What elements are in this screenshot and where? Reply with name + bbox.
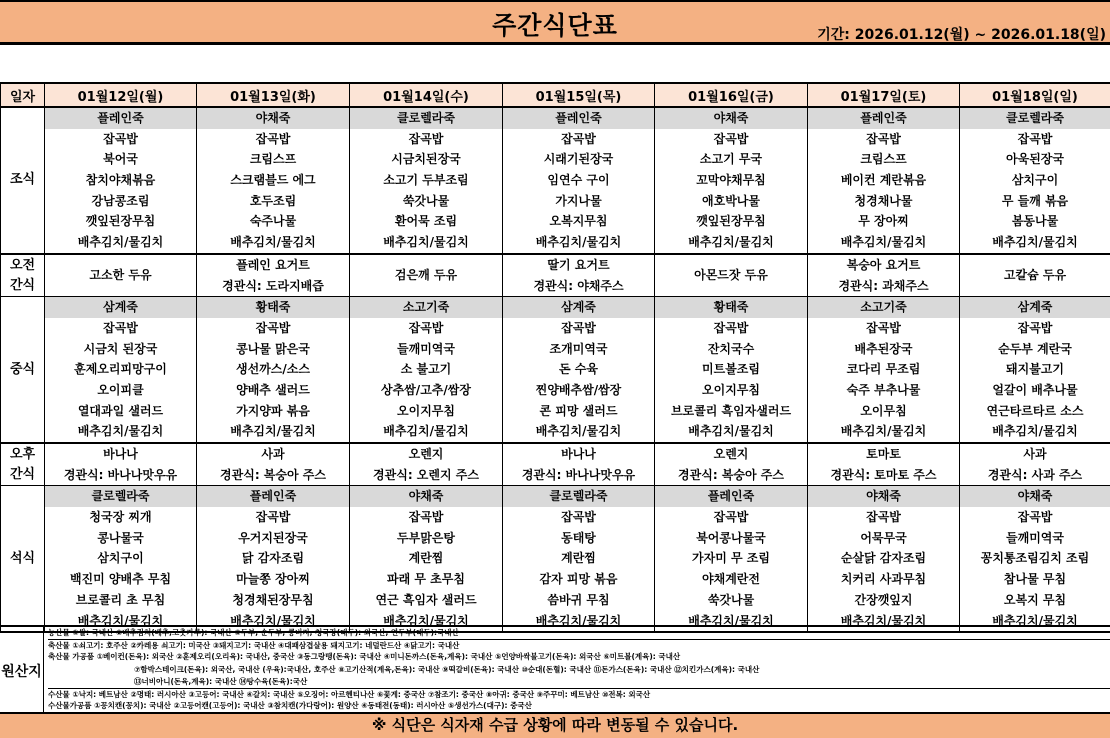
menu-item: 콘 피망 샐러드 [539,403,618,418]
menu-item: 숙주나물 [249,214,297,229]
menu-item: 야채계란전 [702,572,760,587]
menu-item: 오렌지 [713,447,749,461]
menu-item: 배추김치/물김치 [840,613,927,628]
menu-item: 크림스프 [860,152,907,167]
meal-row [1,297,1110,443]
menu-item: 깻잎된장무침 [696,214,766,229]
menu-item: 잡곡밥 [103,320,138,335]
menu-item: 쑥갓나물 [707,592,755,607]
period-text: 기간: 2026.01.12(월) ~ 2026.01.18(일) [817,27,1106,43]
menu-item: 오이무침 [860,403,907,418]
menu-item: 플레인 요거트 [236,257,310,272]
date-header: 01월15일(목) [503,83,655,107]
menu-item: 청경채나물 [854,193,913,208]
menu-item: 사과 [1023,447,1047,461]
porridge-item: 황태죽 [197,297,349,318]
menu-cell [655,443,808,486]
origin-line-agri: 농산물 ①쌀: 국내산 ②배추김치(배추,고춧가루): 국내산 ③두부, 순두부, 콩비지, 청국장(대두): 외국산, 연두부(대두):국내산 [48,628,459,637]
menu-item: 오복지 무침 [1003,592,1067,607]
menu-cell [503,254,655,297]
porridge-item: 삼계죽 [503,297,654,318]
menu-table [0,82,1110,633]
menu-item: 백진미 양배추 무침 [69,572,172,587]
menu-item: 잡곡밥 [1017,320,1053,335]
menu-item: 애호박나물 [702,193,760,208]
origin-line-livestock-processed: 축산물 가공품 ①베이컨(돈육): 외국산 ②훈제오리(오리육): 국내산, 중국산 ③동그랑땡(돈육): 국내산 ④미니돈까스(돈육,계육): 국내산 ⑤언양바싹불고기(돈육): 외국산 ⑥미트볼(계육): 국내산 [48,652,681,662]
menu-item: 소고기 무국 [699,152,763,167]
menu-item: 경관식: 도라지배즙 [222,278,324,293]
date-header: 01월18일(일) [960,83,1110,107]
menu-item: 잡곡밥 [561,131,596,146]
menu-item: 배추김치/물김치 [77,235,164,250]
menu-item: 잡곡밥 [1017,510,1053,525]
menu-cell [960,443,1110,486]
menu-item: 순두부 계란국 [998,341,1072,356]
menu-cell [45,254,197,297]
menu-cell [655,297,808,443]
menu-item: 바나나 [561,447,596,461]
menu-item: 돈 수육 [559,362,598,377]
menu-item: 무 장아찌 [858,214,909,229]
menu-item: 들깨미역국 [1006,530,1064,545]
menu-item: 열대과일 샐러드 [77,403,164,418]
snack-row [1,443,1110,486]
menu-item: 시금치 된장국 [83,341,158,356]
row-label [1,443,45,486]
menu-item: 어묵무국 [860,530,907,545]
menu-item: 가지양파 볶음 [236,403,310,418]
row-label [1,297,45,443]
menu-item: 잡곡밥 [713,320,749,335]
menu-item: 훈제오리피망구이 [74,362,167,377]
menu-item: 크림스프 [249,152,297,167]
menu-item: 연근타르타르 소스 [986,403,1084,418]
porridge-item: 클로렐라죽 [350,108,502,129]
menu-item: 마늘쫑 장아찌 [236,572,310,587]
menu-item: 삼치구이 [97,551,144,566]
menu-item: 생선까스/소스 [236,362,310,377]
menu-cell [808,443,960,486]
menu-item: 배추김치/물김치 [992,424,1078,439]
menu-cell [350,486,503,632]
menu-item: 오이피클 [97,382,144,397]
menu-item: 아욱된장국 [1006,152,1064,167]
menu-item: 삼치구이 [1011,173,1059,188]
menu-cell [45,486,197,632]
menu-item: 두부맑은탕 [397,530,455,545]
porridge-item: 플레인죽 [503,108,654,129]
menu-cell [503,297,655,443]
menu-item: 북어국 [103,152,138,167]
menu-item: 호두조림 [249,193,297,208]
row-label-text: 오전 [9,257,36,273]
date-header: 01월14일(수) [350,83,503,107]
row-label-text: 오후 [9,446,36,462]
menu-item: 연근 흑임자 샐러드 [375,592,477,607]
porridge-item: 플레인죽 [808,108,959,129]
menu-item: 잡곡밥 [103,131,138,146]
menu-cell [808,486,960,632]
menu-item: 잡곡밥 [408,131,444,146]
meal-row [1,107,1110,254]
menu-item: 소고기 두부조림 [383,173,469,188]
menu-cell [197,107,350,254]
row-label [1,107,45,254]
menu-item: 배추김치/물김치 [840,235,927,250]
menu-item: 시금치된장국 [391,152,461,167]
menu-item: 잡곡밥 [866,320,901,335]
row-label-text: 중식 [9,361,36,377]
menu-item: 배추김치/물김치 [230,235,316,250]
menu-cell [655,486,808,632]
menu-item: 배추김치/물김치 [535,613,622,628]
menu-item: 배추김치/물김치 [77,424,164,439]
porridge-item: 삼계죽 [45,297,196,318]
menu-cell [197,297,350,443]
row-label-text: 석식 [9,550,36,566]
meal-row [1,486,1110,632]
menu-item: 깻잎된장무침 [85,214,156,229]
porridge-item: 야채죽 [808,486,959,507]
menu-item: 잡곡밥 [561,510,596,525]
row-label [1,254,45,297]
menu-item: 얼갈이 배추나물 [992,382,1078,397]
date-header: 01월16일(금) [655,83,808,107]
menu-item: 배추김치/물김치 [535,424,622,439]
menu-cell [960,297,1110,443]
porridge-item: 클로렐라죽 [960,108,1110,129]
menu-item: 씀바귀 무침 [547,592,610,607]
menu-item: 복숭아 요거트 [846,257,921,272]
menu-cell [503,107,655,254]
menu-cell [45,443,197,486]
menu-item: 오복지무침 [549,214,608,229]
menu-item: 가지나물 [555,193,602,208]
menu-cell [45,107,197,254]
menu-item: 배추김치/물김치 [383,613,469,628]
porridge-item: 플레인죽 [655,486,807,507]
menu-item: 가자미 무 조림 [692,551,770,566]
menu-item: 돼지불고기 [1006,362,1064,377]
menu-item: 브로콜리 흑임자샐러드 [670,403,792,418]
menu-item: 잡곡밥 [866,131,901,146]
menu-item: 치커리 사과무침 [840,572,927,587]
origin-body [44,627,1110,714]
menu-item: 양배추 샐러드 [236,382,310,397]
date-header: 01월13일(화) [197,83,350,107]
menu-cell [197,443,350,486]
porridge-item: 야채죽 [655,108,807,129]
porridge-item: 야채죽 [197,108,349,129]
menu-cell [503,443,655,486]
row-label-text: 간식 [9,277,36,293]
menu-item: 브로콜리 초 무침 [75,592,166,607]
menu-cell [197,254,350,297]
menu-item: 배추김치/물김치 [840,424,927,439]
menu-item: 쑥갓나물 [402,193,450,208]
menu-item: 강남콩조림 [91,193,150,208]
origin-line-seafood: 수산물 ①낙지: 베트남산 ②명태: 러시아산 ③고등어: 국내산 ④갈치: 국내산 ⑤오징어: 아르헨티나산 ⑥꽃게: 중국산 ⑦참조기: 중국산 ⑧아귀: 중국산 ⑨주꾸미: 베트남산 ⑩전복: 외국산 [48,688,1110,700]
menu-item: 계란찜 [408,551,444,566]
porridge-item: 야채죽 [960,486,1110,507]
menu-item: 배추김치/물김치 [688,235,774,250]
menu-item: 오이지무침 [397,403,455,418]
menu-cell [808,107,960,254]
menu-cell [350,443,503,486]
porridge-item: 야채죽 [350,486,502,507]
menu-item: 파래 무 초무침 [387,572,465,587]
menu-item: 경관식: 복숭아 주스 [220,467,326,482]
menu-item: 토마토 [866,447,901,461]
menu-cell [45,297,197,443]
row-label-text: 간식 [9,466,36,482]
corner-label: 일자 [1,83,45,107]
menu-item: 배추김치/물김치 [77,613,164,628]
menu-item: 경관식: 바나나맛우유 [63,467,178,482]
menu-item: 경관식: 오렌지 주스 [373,467,479,482]
title-bar [0,0,1110,45]
menu-cell [350,297,503,443]
menu-item: 배추김치/물김치 [535,235,622,250]
porridge-item: 소고기죽 [808,297,959,318]
menu-cell [808,297,960,443]
porridge-item: 삼계죽 [960,297,1110,318]
menu-item: 찐양배추쌈/쌈장 [535,382,622,397]
menu-item: 청경채된장무침 [232,592,314,607]
menu-item: 잡곡밥 [408,320,444,335]
menu-item: 오이지무침 [702,382,760,397]
origin-line-livestock: 축산물 ①쇠고기: 호주산 ②카레용 쇠고기: 미국산 ③돼지고기: 국내산 ④대패삼겹살용 돼지고기: 네덜란드산 ④닭고기: 국내산 [48,639,1110,651]
origin-line-seafood-processed: 수산물가공품 ①꽁치캔(꽁치): 국내산 ②고등어캔(고등어): 국내산 ③참치캔(가다랑어): 원양산 ④동태전(동태): 러시아산 ⑤생선가스(대구): 중국산 [48,701,532,711]
date-header-row [1,83,1110,107]
menu-item: 경관식: 바나나맛우유 [521,467,636,482]
menu-item: 경관식: 과채주스 [838,278,929,293]
menu-item: 잡곡밥 [713,510,749,525]
menu-item: 딸기 요거트 [547,257,610,272]
origin-line-livestock-processed-2: ⑦함박스테이크(돈육): 외국산, 국내산 (우육):국내산, 호주산 ⑧고기산적(계육,돈육): 국내산 ⑨떡갈비(돈육): 국내산 ⑩순대(돈혈): 국내산 ⑪돈가스(돈육): 국내산 ⑫치킨가스(계육): 국내산 [134,664,760,674]
menu-item: 고칼슘 두유 [1003,268,1067,283]
menu-item: 북어콩나물국 [696,530,766,545]
menu-item: 잡곡밥 [713,131,749,146]
menu-item: 들깨미역국 [397,341,455,356]
menu-item: 배추김치/물김치 [688,424,774,439]
menu-item: 바나나 [103,447,138,461]
menu-item: 소 불고기 [400,362,452,377]
menu-item: 봄동나물 [1011,214,1059,229]
menu-item: 배추된장국 [854,341,913,356]
menu-item: 경관식: 토마토 주스 [830,467,937,482]
menu-item: 잡곡밥 [1017,131,1053,146]
porridge-item: 플레인죽 [197,486,349,507]
menu-cell [655,254,808,297]
menu-item: 순살닭 감자조림 [840,551,927,566]
menu-item: 상추쌈/고추/쌈장 [381,382,471,397]
menu-cell [350,107,503,254]
menu-item: 참치야채볶음 [85,173,156,188]
menu-cell [808,254,960,297]
menu-item: 계란찜 [561,551,596,566]
menu-item: 배추김치/물김치 [230,424,316,439]
menu-item: 시래기된장국 [543,152,614,167]
menu-item: 고소한 두유 [89,268,152,283]
menu-item: 배추김치/물김치 [383,424,469,439]
row-label [1,486,45,632]
date-header: 01월17일(토) [808,83,960,107]
menu-cell [960,107,1110,254]
menu-cell [960,486,1110,632]
porridge-item: 황태죽 [655,297,807,318]
menu-cell [960,254,1110,297]
menu-item: 아몬드잣 두유 [694,268,768,283]
origin-label: 원산지 [0,627,44,714]
menu-item: 잡곡밥 [561,320,596,335]
menu-item: 무 들깨 볶음 [1001,193,1069,208]
porridge-item: 클로렐라죽 [45,486,196,507]
menu-item: 코다리 무조림 [846,362,921,377]
menu-item: 콩나물 맑은국 [236,341,310,356]
footer-notice: ※ 식단은 식자재 수급 상황에 따라 변동될 수 있습니다. [0,712,1110,738]
menu-cell [350,254,503,297]
menu-item: 잡곡밥 [866,510,901,525]
menu-item: 숙주 부추나물 [846,382,921,397]
menu-item: 미트볼조림 [702,362,760,377]
porridge-item: 플레인죽 [45,108,196,129]
menu-item: 환어묵 조림 [394,214,458,229]
menu-item: 조개미역국 [549,341,608,356]
origin-line-livestock-processed-3: ⑬너비아니(돈육,계육): 국내산 ⑭탕수육(돈육):국산 [134,676,308,686]
menu-item: 우거지된장국 [238,530,308,545]
porridge-item: 소고기죽 [350,297,502,318]
menu-item: 잡곡밥 [408,510,444,525]
menu-item: 꽁치통조림김치 조림 [980,551,1090,566]
menu-item: 배추김치/물김치 [992,613,1078,628]
menu-item: 베이컨 계란볶음 [840,173,927,188]
menu-cell [197,486,350,632]
origin-section [0,625,1110,712]
menu-item: 경관식: 복숭아 주스 [678,467,784,482]
porridge-item: 클로렐라죽 [503,486,654,507]
menu-item: 배추김치/물김치 [992,235,1078,250]
menu-item: 배추김치/물김치 [688,613,774,628]
menu-item: 간장깻잎지 [854,592,913,607]
menu-item: 참나물 무침 [1003,572,1067,587]
menu-item: 배추김치/물김치 [383,235,469,250]
menu-item: 임연수 구이 [547,173,610,188]
menu-item: 감자 피망 볶음 [539,572,618,587]
menu-item: 잡곡밥 [255,510,291,525]
menu-item: 동태탕 [561,530,596,545]
page-title: 주간식단표 [492,11,618,40]
menu-item: 경관식: 야채주스 [533,278,624,293]
menu-item: 사과 [261,447,285,461]
menu-item: 잡곡밥 [255,320,291,335]
menu-item: 오렌지 [408,447,444,461]
menu-item: 잡곡밥 [255,131,291,146]
menu-cell [503,486,655,632]
menu-item: 검은깨 두유 [394,268,458,283]
menu-item: 스크램블드 에그 [230,173,316,188]
menu-item: 닭 감자조림 [241,551,305,566]
menu-item: 배추김치/물김치 [230,613,316,628]
menu-item: 잔치국수 [707,341,755,356]
menu-cell [655,107,808,254]
menu-item: 콩나물국 [97,530,144,545]
menu-item: 청국장 찌개 [89,510,152,525]
snack-row [1,254,1110,297]
row-label-text: 조식 [9,172,36,188]
date-header: 01월12일(월) [45,83,197,107]
menu-item: 꼬막야채무침 [696,173,766,188]
menu-item: 경관식: 사과 주스 [987,467,1083,482]
